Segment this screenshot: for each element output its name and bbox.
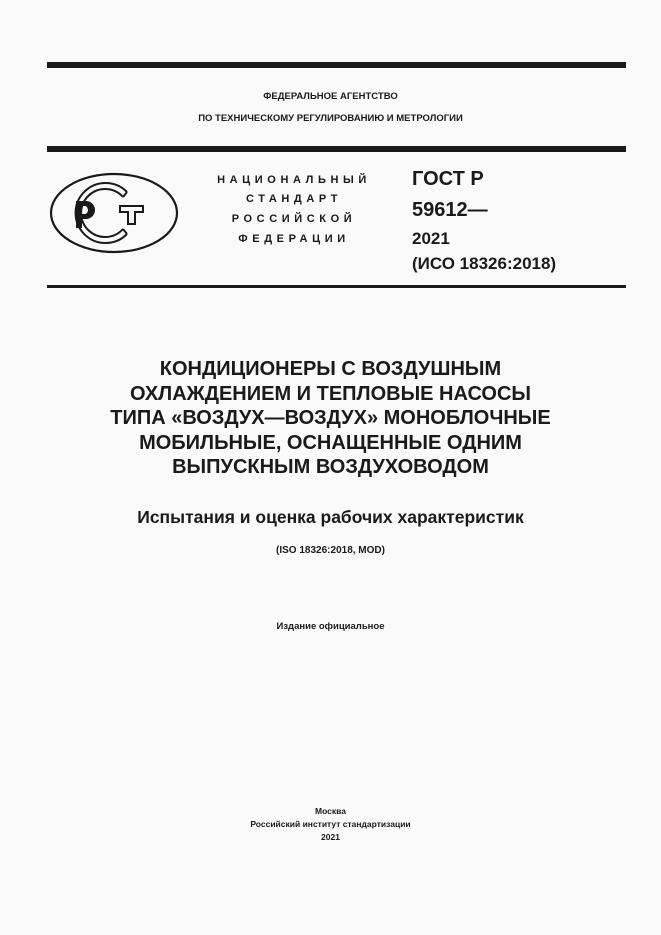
title-line-1: КОНДИЦИОНЕРЫ С ВОЗДУШНЫМ — [159, 358, 502, 380]
publisher-institute: Российский институт стандартизации — [250, 819, 411, 829]
publisher-block — [0, 805, 661, 844]
publisher-city: Москва — [315, 806, 346, 816]
iso-reference: (ISO 18326:2018, MOD) — [276, 545, 385, 556]
title-line-3: ТИПА «ВОЗДУХ—ВОЗДУХ» МОНОБЛОЧНЫЕ — [110, 407, 551, 429]
national-standard-line-2: СТАНДАРТ — [245, 193, 343, 205]
document-subtitle: Испытания и оценка рабочих характеристик — [137, 507, 524, 527]
middle-rule — [47, 146, 626, 152]
official-edition-label: Издание официальное — [276, 621, 385, 632]
gost-r-certification-mark-icon — [47, 170, 181, 256]
title-line-2: ОХЛАЖДЕНИЕМ И ТЕПЛОВЫЕ НАСОСЫ — [130, 382, 531, 405]
bottom-rule — [47, 285, 626, 288]
agency-name-line-2: ПО ТЕХНИЧЕСКОМУ РЕГУЛИРОВАНИЮ И МЕТРОЛОГИИ — [198, 113, 463, 124]
standard-number: 59612— — [412, 199, 488, 221]
iso-equivalent: (ИСО 18326:2018) — [412, 254, 557, 273]
document-title — [0, 357, 661, 480]
national-standard-line-1: НАЦИОНАЛЬНЫЙ — [217, 174, 371, 186]
top-rule — [47, 62, 626, 68]
national-standard-line-4: ФЕДЕРАЦИИ — [238, 233, 350, 245]
standard-designation-prefix: ГОСТ Р — [412, 168, 484, 190]
national-standard-line-3: РОССИЙСКОЙ — [231, 213, 357, 225]
standard-year: 2021 — [412, 229, 450, 248]
title-line-4: МОБИЛЬНЫЕ, ОСНАЩЕННЫЕ ОДНИМ — [139, 431, 522, 454]
publication-year: 2021 — [321, 832, 340, 842]
title-line-5: ВЫПУСКНЫМ ВОЗДУХОВОДОМ — [172, 456, 489, 478]
agency-name-line-1: ФЕДЕРАЛЬНОЕ АГЕНТСТВО — [263, 91, 398, 102]
